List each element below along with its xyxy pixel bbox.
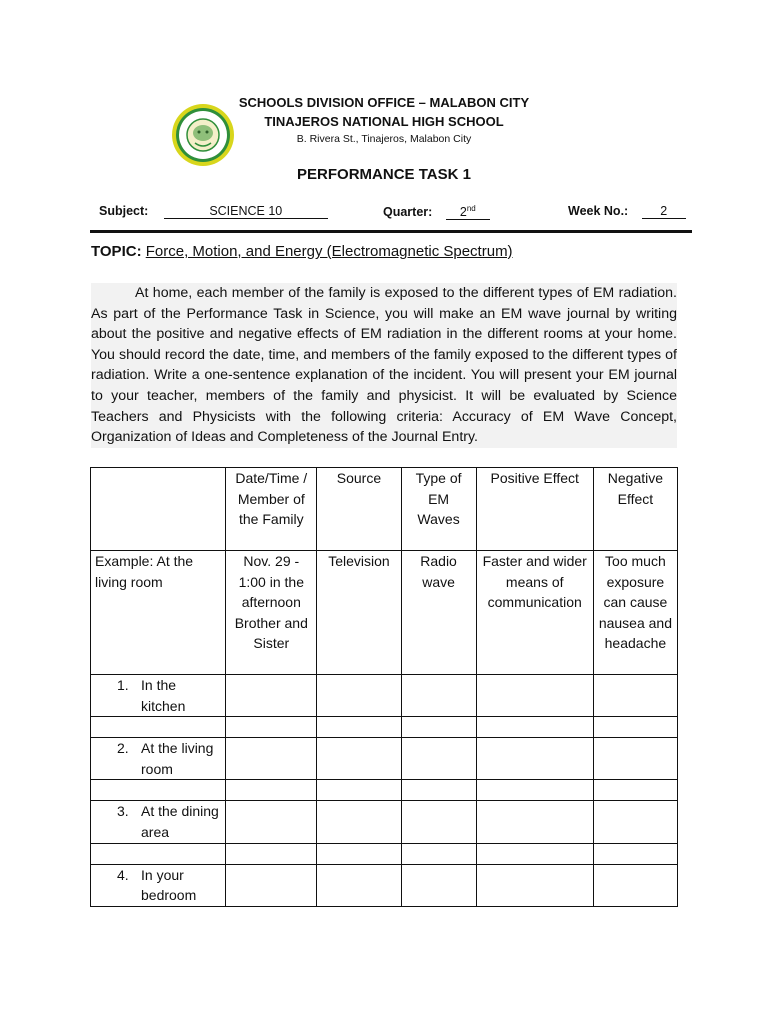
topic-line [91,243,513,260]
entry-cell[interactable] [401,780,476,801]
room-label: At the living room [141,740,214,777]
example-room: Example: At the living room [91,551,226,675]
entry-cell[interactable] [226,801,317,843]
example-source: Television [317,551,401,675]
spacer-cell [91,717,226,738]
entry-cell[interactable] [317,801,401,843]
instructions-text: At home, each member of the family is exposed to the different types of EM radiation. As part of the Performance Task in Science, you will make an EM wave journal by writing about the positive and negative effects of EM radiation in the different rooms at your home. You should record the date, time, and members of the family exposed to the different types of radiation. Write a one-sentence explanation of the incident. You will present your EM journal to your teacher, members of the family and physicist. It will be evaluated by Science Teachers and Physicists with the following criteria: Accuracy of EM Wave Concept, Organization of Ideas and Completeness of the Journal Entry. [91,285,677,446]
entry-cell[interactable] [476,675,593,717]
entry-cell[interactable] [317,717,401,738]
entry-cell[interactable] [401,864,476,906]
entry-cell[interactable] [593,864,677,906]
entry-cell[interactable] [476,738,593,780]
entry-cell[interactable] [226,675,317,717]
subject-value: SCIENCE 10 [164,204,328,219]
entry-cell[interactable] [401,717,476,738]
row-number: 3. [117,803,129,820]
quarter-value: 2 [459,205,467,220]
header-datetime: Date/Time / Member of the Family [226,468,317,551]
header-type: Type of EM Waves [401,468,476,551]
entry-cell[interactable] [593,843,677,864]
office-heading: SCHOOLS DIVISION OFFICE – MALABON CITY [238,95,530,110]
page-title: PERFORMANCE TASK 1 [297,166,471,183]
entry-cell[interactable] [476,843,593,864]
entry-cell[interactable] [476,864,593,906]
entry-cell[interactable] [476,717,593,738]
entry-cell[interactable] [593,675,677,717]
quarter-value-wrap [446,204,490,220]
entry-cell[interactable] [593,738,677,780]
spacer-cell [91,843,226,864]
quarter-suffix: nd [466,204,476,213]
week-field [568,204,686,219]
example-positive: Faster and wider means of communication [476,551,593,675]
table-row [91,738,678,780]
room-cell [91,864,226,906]
header-room [91,468,226,551]
entry-cell[interactable] [226,780,317,801]
table-spacer-row [91,717,678,738]
example-row [91,551,678,675]
entry-cell[interactable] [317,675,401,717]
entry-cell[interactable] [226,864,317,906]
room-cell [91,801,226,843]
header-divider [90,230,692,233]
room-label: In the kitchen [141,677,186,714]
entry-cell[interactable] [593,780,677,801]
example-negative: Too much exposure can cause nausea and headache [593,551,677,675]
entry-cell[interactable] [317,843,401,864]
school-address: B. Rivera St., Tinajeros, Malabon City [296,133,472,145]
school-heading: TINAJEROS NATIONAL HIGH SCHOOL [264,114,504,129]
header-source: Source [317,468,401,551]
entry-cell[interactable] [226,738,317,780]
entry-cell[interactable] [317,780,401,801]
table-header-row [91,468,678,551]
entry-cell[interactable] [593,801,677,843]
header-negative: Negative Effect [593,468,677,551]
table-row [91,864,678,906]
entry-cell[interactable] [317,864,401,906]
entry-cell[interactable] [476,780,593,801]
table-spacer-row [91,780,678,801]
table-row [91,675,678,717]
room-cell [91,738,226,780]
subject-field [99,204,328,219]
entry-cell[interactable] [401,843,476,864]
entry-cell[interactable] [226,843,317,864]
table-spacer-row [91,843,678,864]
entry-cell[interactable] [401,801,476,843]
room-label: In your bedroom [141,866,197,904]
header-positive: Positive Effect [476,468,593,551]
subject-label: Subject: [99,204,149,218]
entry-cell[interactable] [317,738,401,780]
instructions-paragraph [91,283,677,448]
entry-cell[interactable] [476,801,593,843]
spacer-cell [91,780,226,801]
room-label: At the dining area [141,803,219,840]
entry-cell[interactable] [593,717,677,738]
row-number: 4. [117,866,129,883]
entry-cell[interactable] [401,738,476,780]
room-cell [91,675,226,717]
row-number: 2. [117,740,129,757]
topic-value: Force, Motion, and Energy (Electromagnetic Spectrum) [145,243,513,260]
topic-label: TOPIC: [91,243,142,260]
week-value: 2 [642,204,686,219]
quarter-field [383,204,490,220]
quarter-label: Quarter: [383,205,433,220]
example-datetime: Nov. 29 - 1:00 in the afternoon Brother and Sister [226,551,317,675]
entry-cell[interactable] [226,717,317,738]
row-number: 1. [117,677,129,693]
week-label: Week No.: [568,204,629,218]
example-type: Radio wave [401,551,476,675]
entry-cell[interactable] [401,675,476,717]
em-journal-table [90,467,678,907]
table-row [91,801,678,843]
